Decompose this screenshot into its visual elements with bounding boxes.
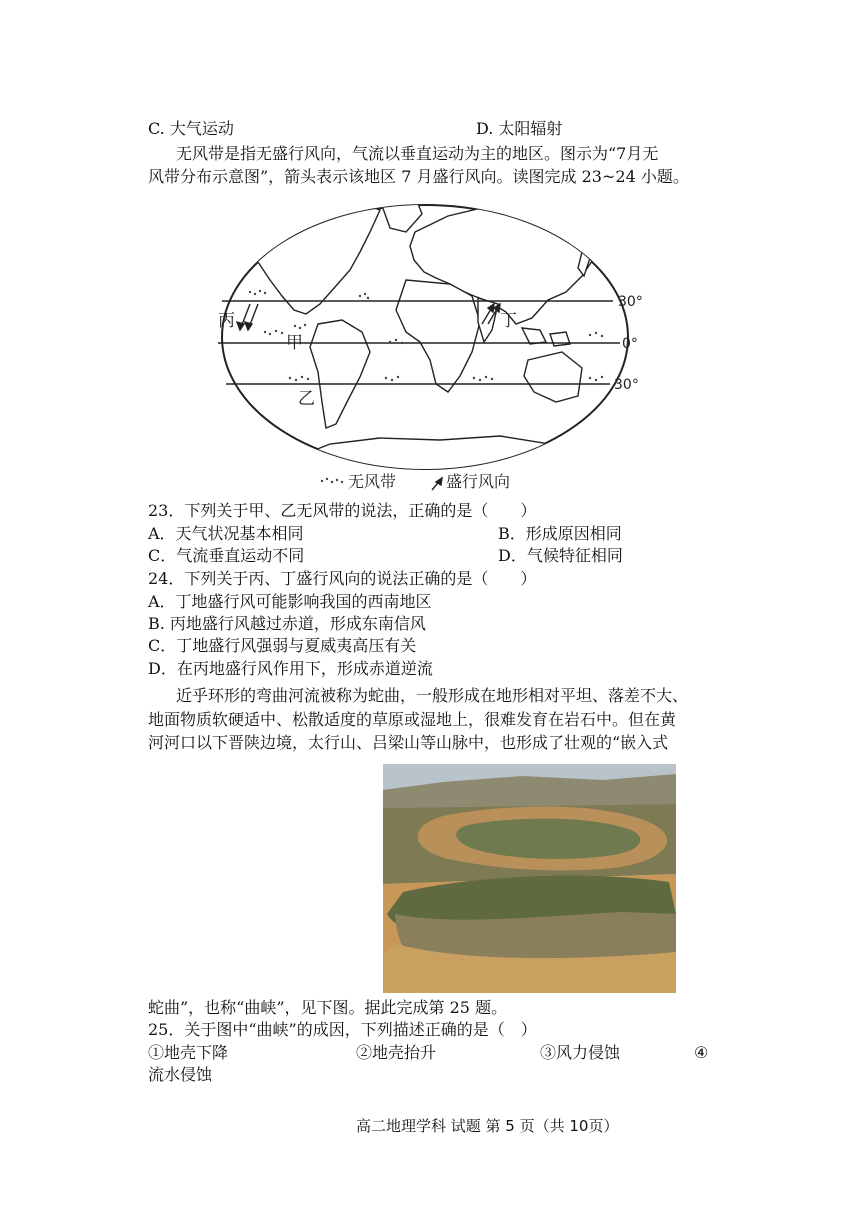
passage-line-1: 近乎环形的弯曲河流被称为蛇曲，一般形成在地形相对平坦、落差不大、 [176,686,689,705]
page-footer: 高二地理学科 试题 第 5 页（共 10页） [356,1117,619,1135]
legend-wind-label: 盛行风向 [446,472,511,491]
passage-line-4: 蛇曲”，也称“曲峡”，见下图。据此完成第 25 题。 [148,998,508,1017]
q25-option-4-text: 流水侵蚀 [148,1065,213,1084]
q23-option-a: A．天气状况基本相同 [148,524,304,543]
intro-line-2: 风带分布示意图”，箭头表示该地区 7 月盛行风向。读图完成 23~24 小题。 [148,167,689,186]
q25-option-2: ②地壳抬升 [356,1043,437,1062]
option-d-prev: D. 太阳辐射 [476,119,563,138]
q24-option-c: C．丁地盛行风强弱与夏威夷高压有关 [148,636,417,655]
label-jia: 甲 [286,333,303,353]
q24-stem: 24．下列关于丙、丁盛行风向的说法正确的是（ ） [148,569,537,588]
q25-option-4-marker: ④ [694,1043,709,1062]
label-bing: 丙 [218,311,235,331]
entrenched-meander-photo [383,764,676,993]
label-equator: 0° [622,336,638,352]
q24-option-a: A．丁地盛行风可能影响我国的西南地区 [148,592,432,611]
q25-stem: 25．关于图中“曲峡”的成因，下列描述正确的是（ ） [148,1020,537,1039]
legend-wind-arrow-icon [432,478,442,490]
legend-calm-symbol [321,478,343,483]
q24-option-d: D．在丙地盛行风作用下，形成赤道逆流 [148,659,433,678]
world-calm-belt-map [210,192,650,492]
q24-option-b: B. 丙地盛行风越过赤道，形成东南信风 [148,614,426,633]
label-lat-30s: 30° [614,377,639,393]
q23-stem: 23．下列关于甲、乙无风带的说法，正确的是（ ） [148,501,537,520]
passage-line-2: 地面物质软硬适中、松散适度的草原或湿地上，很难发育在岩石中。但在黄 [148,710,677,729]
label-ding: 丁 [500,311,517,331]
intro-line-1: 无风带是指无盛行风向，气流以垂直运动为主的地区。图示为“7月无 [176,144,659,163]
q25-option-3: ③风力侵蚀 [540,1043,621,1062]
q23-option-d: D．气候特征相同 [498,546,623,565]
q25-option-1: ①地壳下降 [148,1043,229,1062]
map-legend [321,472,510,491]
label-yi: 乙 [298,389,315,409]
q23-option-b: B．形成原因相同 [498,524,622,543]
legend-calm-label: 无风带 [348,472,397,491]
passage-line-3: 河河口以下晋陕边境，太行山、吕梁山等山脉中，也形成了壮观的“嵌入式 [148,733,669,752]
label-lat-30n: 30° [618,294,643,310]
option-c-prev: C. 大气运动 [148,119,234,138]
q23-option-c: C．气流垂直运动不同 [148,546,305,565]
